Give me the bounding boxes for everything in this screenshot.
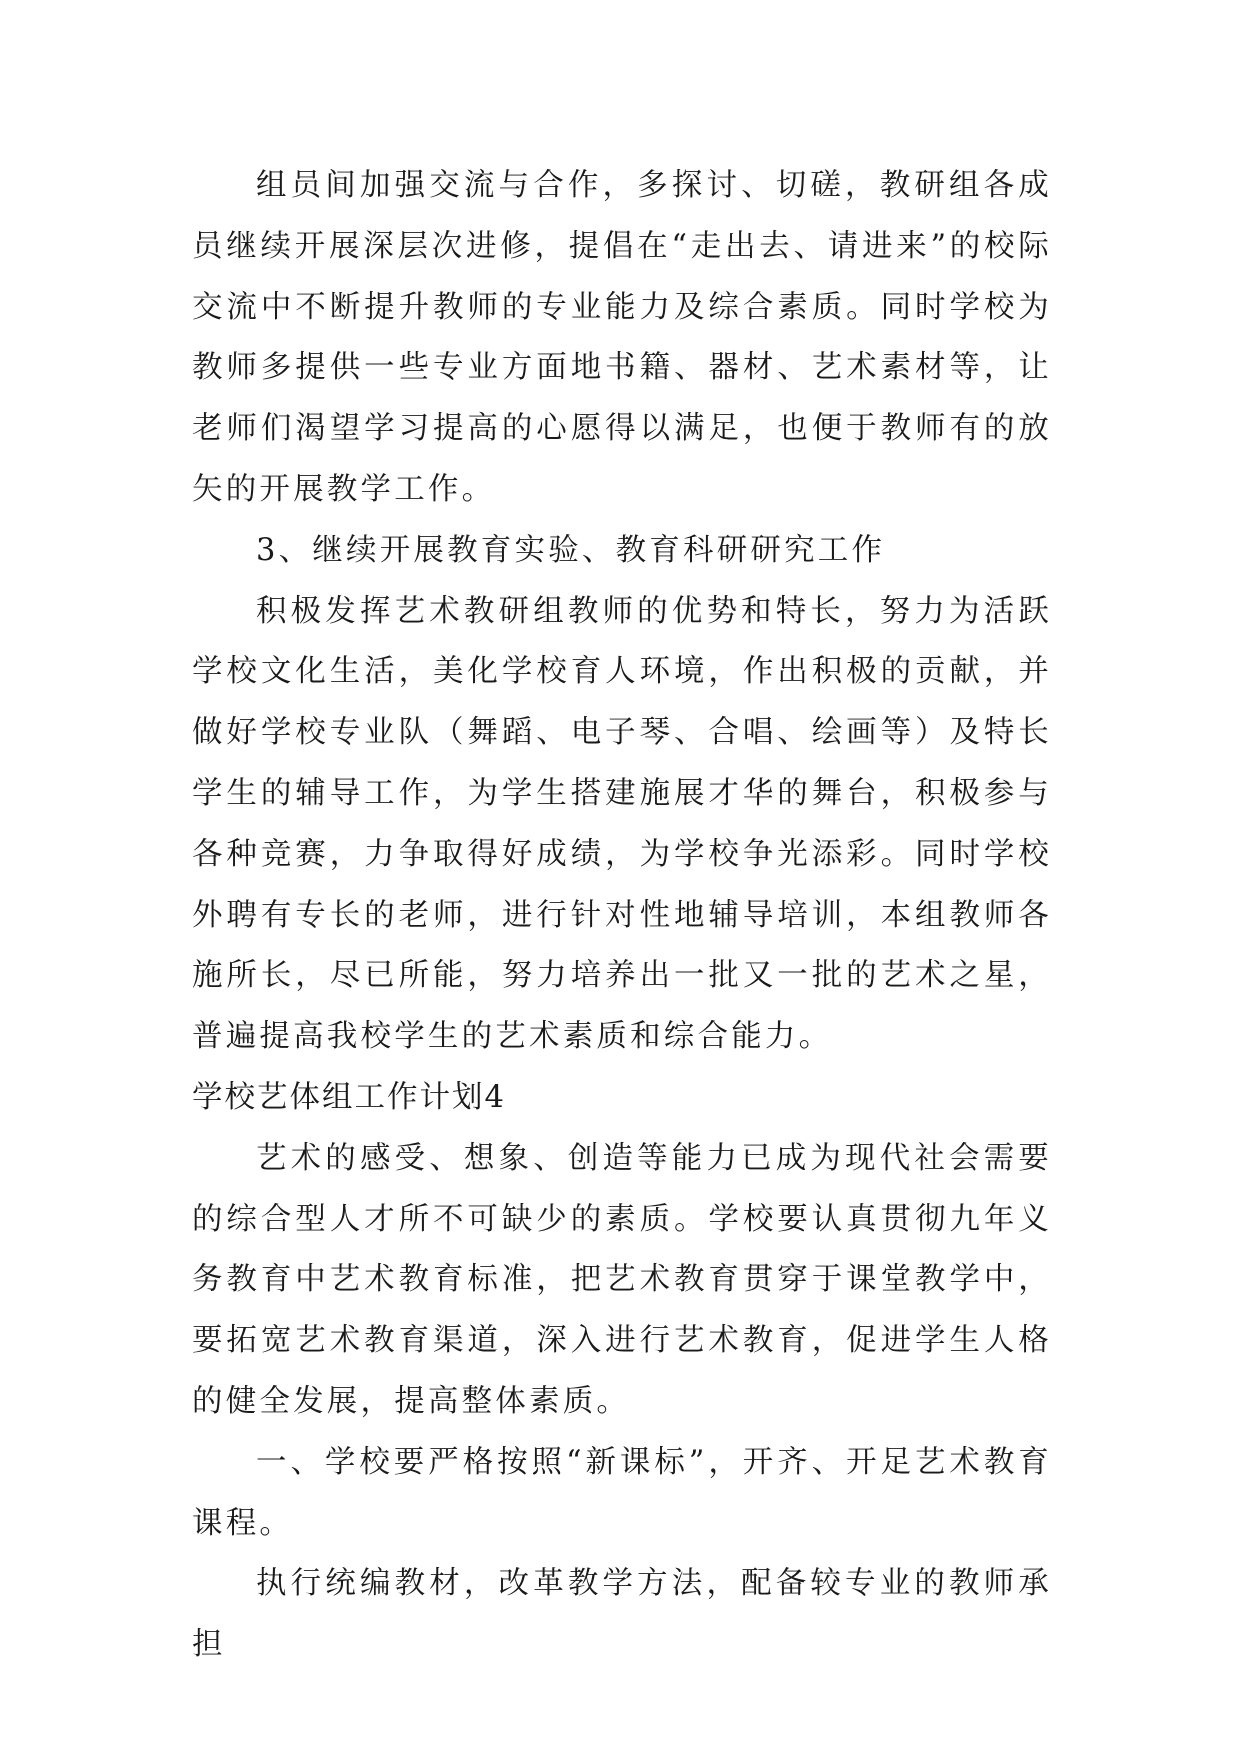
paragraph-unified-textbooks: 执行统编教材，改革教学方法，配备较专业的教师承担 xyxy=(192,1566,1052,1663)
paragraph-art-abilities: 艺术的感受、想象、创造等能力已成为现代社会需要的综合型人才所不可缺少的素质。学校要认真贯彻九年义务教育中艺术教育标准，把艺术教育贯穿于课堂教学中，要拓宽艺术教育渠道，深入进行艺术教育，促进学生人格的健全发展，提高整体素质。 xyxy=(192,1140,1052,1419)
paragraph-art-team-strengths: 积极发挥艺术教研组教师的优势和特长，努力为活跃学校文化生活，美化学校育人环境，作出积极的贡献，并做好学校专业队（舞蹈、电子琴、合唱、绘画等）及特长学生的辅导工作，为学生搭建施展才华的舞台，积极参与各种竞赛，力争取得好成绩，为学校争光添彩。同时学校外聘有专长的老师，进行针对性地辅导培训，本组教师各施所长，尽已所能，努力培养出一批又一批的艺术之星，普遍提高我校学生的艺术素质和综合能力。 xyxy=(192,593,1052,1055)
paragraph-new-curriculum: 一、学校要严格按照“新课标”，开齐、开足艺术教育课程。 xyxy=(192,1444,1052,1541)
document-page xyxy=(192,156,1052,1676)
section-heading-plan-4: 学校艺体组工作计划4 xyxy=(192,1079,506,1115)
paragraph-teacher-exchange: 组员间加强交流与合作，多探讨、切磋，教研组各成员继续开展深层次进修，提倡在“走出去、请进来”的校际交流中不断提升教师的专业能力及综合素质。同时学校为教师多提供一些专业方面地书籍、器材、艺术素材等，让老师们渴望学习提高的心愿得以满足，也便于教师有的放矢的开展教学工作。 xyxy=(192,168,1052,507)
paragraph-research-item-3: 3、继续开展教育实验、教育科研研究工作 xyxy=(256,532,886,568)
